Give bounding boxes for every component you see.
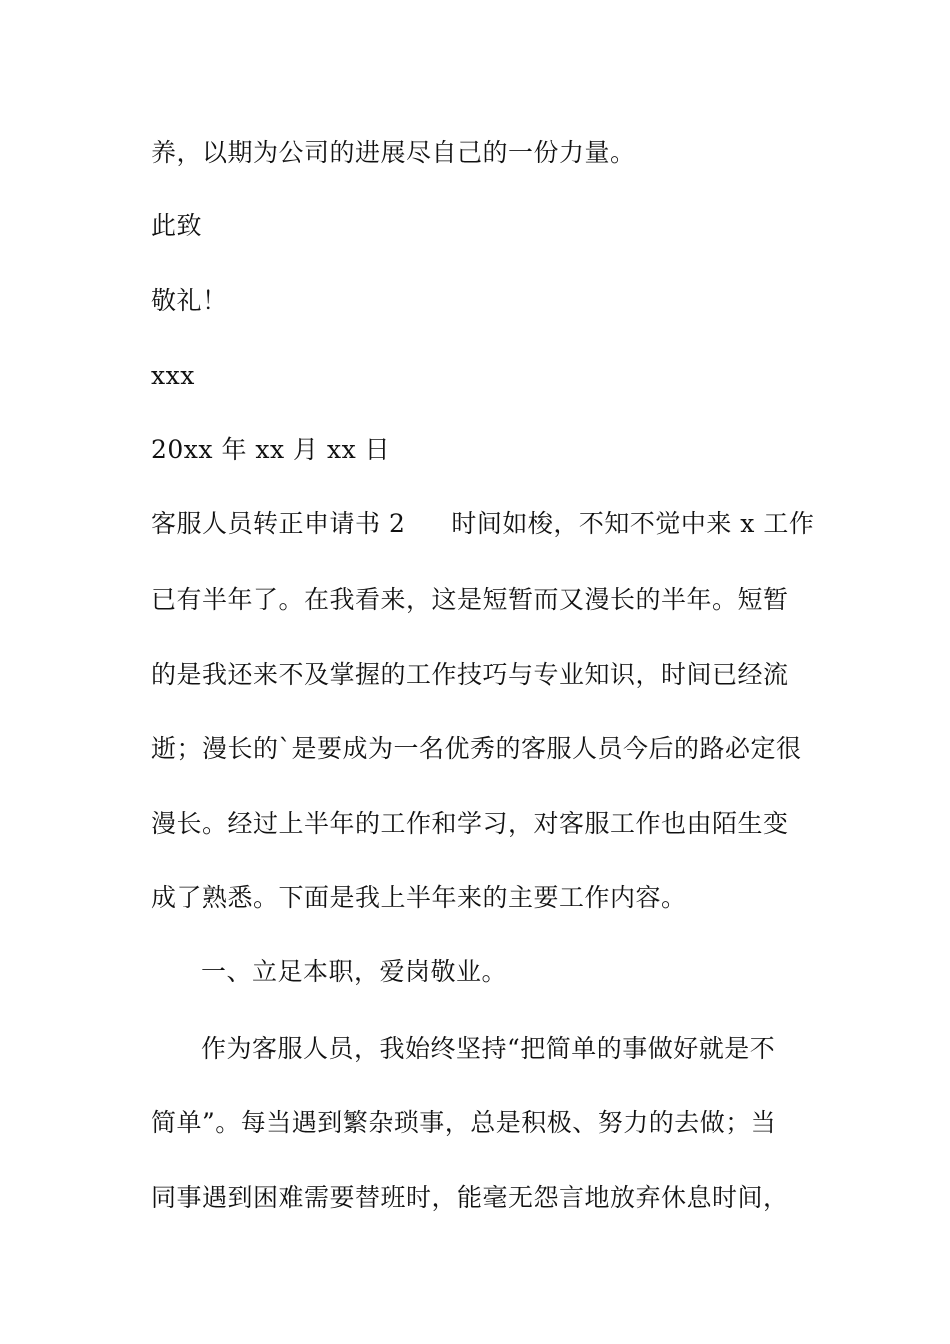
body-line-8: 简单”。每当遇到繁杂琐事，总是积极、努力的去做；当 <box>151 1108 777 1137</box>
body-line-4: 逝；漫长的`是要成为一名优秀的客服人员今后的路必定很 <box>151 734 802 763</box>
closing-regards: 敬礼！ <box>151 286 228 315</box>
subheading: 一、立足本职，爱岗敬业。 <box>201 957 508 986</box>
body-line-1: 养，以期为公司的进展尽自己的一份力量。 <box>151 138 636 167</box>
signature-name: xxx <box>151 361 195 390</box>
section-heading-line <box>151 508 814 540</box>
body-line-5: 漫长。经过上半年的工作和学习，对客服工作也由陌生变 <box>151 809 789 838</box>
body-line-9: 同事遇到困难需要替班时，能毫无怨言地放弃休息时间， <box>151 1183 789 1212</box>
section-opening-text: 时间如梭，不知不觉中来 x 工作 <box>451 509 815 538</box>
body-line-3: 的是我还来不及掌握的工作技巧与专业知识，时间已经流 <box>151 660 789 689</box>
body-line-6: 成了熟悉。下面是我上半年来的主要工作内容。 <box>151 883 687 912</box>
closing-salutation: 此致 <box>151 211 203 240</box>
signature-date: 20xx 年 xx 月 xx 日 <box>151 435 391 464</box>
section-title: 客服人员转正申请书 2 <box>151 509 406 538</box>
body-line-7: 作为客服人员，我始终坚持“把简单的事做好就是不 <box>201 1034 776 1063</box>
body-line-2: 已有半年了。在我看来，这是短暂而又漫长的半年。短暂 <box>151 585 789 614</box>
